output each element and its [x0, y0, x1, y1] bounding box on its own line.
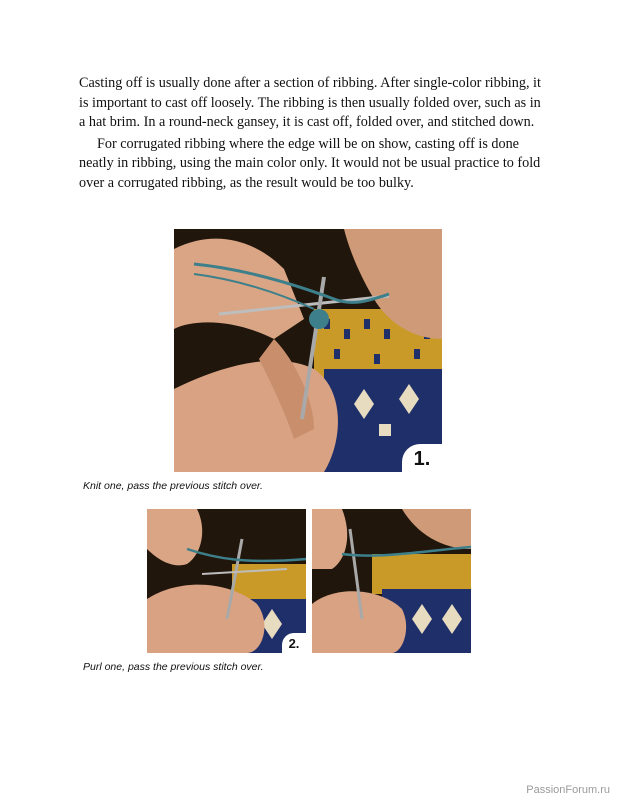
step-2-caption: Purl one, pass the previous stitch over.	[83, 661, 264, 673]
step-1-badge: 1.	[402, 444, 442, 472]
step-1-photo	[174, 229, 442, 472]
step-2-photo-left	[147, 509, 306, 653]
step-2-photo-right	[312, 509, 471, 653]
step-2-badge: 2.	[282, 633, 306, 653]
paragraph-2: For corrugated ribbing where the edge will be on show, casting off is done neatly in ribbing, using the main color only. It would not be usual practice to fold over a corrugated ribbing, as the result would be too bulky.	[79, 135, 541, 191]
knitting-photo-illustration	[312, 509, 471, 653]
watermark: PassionForum.ru	[526, 784, 610, 796]
body-text	[79, 74, 541, 193]
paragraph-1: Casting off is usually done after a section of ribbing. After single-color ribbing, it is important to cast off loosely. The ribbing is then usually folded over, such as in a hat brim. In a round-neck gansey, it is cast off, folded over, and stitched down.	[79, 75, 541, 130]
knitting-photo-illustration	[174, 229, 442, 472]
knitting-photo-illustration	[147, 509, 306, 653]
step-1-caption: Knit one, pass the previous stitch over.	[83, 480, 263, 492]
